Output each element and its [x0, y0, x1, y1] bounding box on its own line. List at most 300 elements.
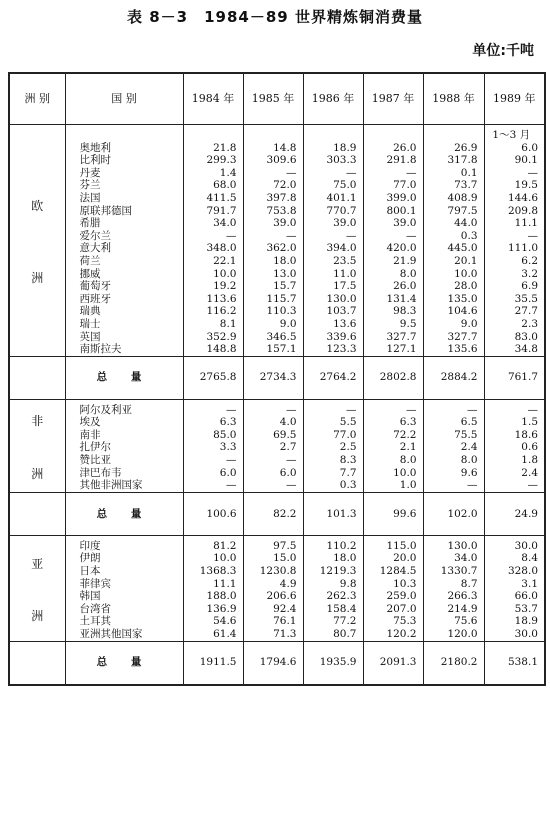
value-cell: 75.3 — [363, 615, 423, 628]
country-cell: 津巴布韦 — [65, 467, 183, 480]
total-label: 总 量 — [65, 356, 183, 399]
country-cell: 韩国 — [65, 590, 183, 603]
total-value: 2764.2 — [303, 356, 363, 399]
value-cell: 8.0 — [363, 268, 423, 281]
total-value: 101.3 — [303, 492, 363, 535]
total-value: 1935.9 — [303, 641, 363, 685]
table-row — [9, 280, 545, 293]
value-cell: 131.4 — [363, 293, 423, 306]
value-cell: 299.3 — [183, 154, 243, 167]
note-1989: 1～3 月 — [484, 125, 545, 142]
value-cell: 394.0 — [303, 242, 363, 255]
continent-label: 亚 — [31, 556, 44, 571]
value-cell: — — [303, 167, 363, 180]
value-cell: 18.0 — [243, 255, 303, 268]
value-cell: 9.6 — [423, 467, 484, 480]
table-row — [9, 565, 545, 578]
value-cell: 408.9 — [423, 192, 484, 205]
value-cell: 27.7 — [484, 305, 545, 318]
total-value: 102.0 — [423, 492, 484, 535]
value-cell: 1.4 — [183, 167, 243, 180]
value-cell: — — [243, 399, 303, 416]
value-cell: 291.8 — [363, 154, 423, 167]
value-cell: 23.5 — [303, 255, 363, 268]
country-cell: 葡萄牙 — [65, 280, 183, 293]
value-cell: 11.1 — [484, 217, 545, 230]
value-cell: 20.0 — [363, 552, 423, 565]
value-cell: 1.0 — [363, 479, 423, 492]
value-cell: 10.0 — [363, 467, 423, 480]
value-cell: 445.0 — [423, 242, 484, 255]
value-cell: — — [423, 399, 484, 416]
country-cell: 法国 — [65, 192, 183, 205]
value-cell: 68.0 — [183, 179, 243, 192]
value-cell: 71.3 — [243, 628, 303, 641]
table-row — [9, 479, 545, 492]
value-cell: 0.3 — [423, 230, 484, 243]
value-cell: 10.0 — [183, 268, 243, 281]
value-cell: 35.5 — [484, 293, 545, 306]
continent-label: 洲 — [31, 466, 44, 481]
country-cell: 挪威 — [65, 268, 183, 281]
value-cell: 130.0 — [423, 535, 484, 552]
value-cell: 2.7 — [243, 441, 303, 454]
header-1989: 1989 年 — [484, 73, 545, 125]
table-row — [9, 192, 545, 205]
value-cell: 328.0 — [484, 565, 545, 578]
table-row — [9, 590, 545, 603]
value-cell: 11.0 — [303, 268, 363, 281]
country-cell: 阿尔及利亚 — [65, 399, 183, 416]
total-value: 761.7 — [484, 356, 545, 399]
value-cell: — — [484, 167, 545, 180]
value-cell: — — [303, 399, 363, 416]
value-cell: 9.8 — [303, 578, 363, 591]
country-cell: 印度 — [65, 535, 183, 552]
table-row — [9, 255, 545, 268]
value-cell: 21.8 — [183, 142, 243, 155]
continent-label: 欧 — [31, 198, 44, 213]
value-cell: 115.0 — [363, 535, 423, 552]
value-cell: 80.7 — [303, 628, 363, 641]
country-cell: 奥地利 — [65, 142, 183, 155]
table-row — [9, 142, 545, 155]
table-row — [9, 441, 545, 454]
value-cell: 13.6 — [303, 318, 363, 331]
value-cell: 61.4 — [183, 628, 243, 641]
value-cell: 9.5 — [363, 318, 423, 331]
total-value: 538.1 — [484, 641, 545, 685]
value-cell: 4.9 — [243, 578, 303, 591]
total-label: 总 量 — [65, 641, 183, 685]
value-cell: 6.0 — [243, 467, 303, 480]
table-row — [9, 167, 545, 180]
value-cell: 317.8 — [423, 154, 484, 167]
value-cell: 104.6 — [423, 305, 484, 318]
value-cell: — — [423, 479, 484, 492]
header-1986: 1986 年 — [303, 73, 363, 125]
value-cell: 39.0 — [303, 217, 363, 230]
country-cell: 菲律宾 — [65, 578, 183, 591]
value-cell: 3.2 — [484, 268, 545, 281]
value-cell: 83.0 — [484, 331, 545, 344]
country-cell: 丹麦 — [65, 167, 183, 180]
value-cell: 1230.8 — [243, 565, 303, 578]
value-cell: 9.0 — [243, 318, 303, 331]
continent-cell — [9, 535, 65, 641]
value-cell: 6.0 — [183, 467, 243, 480]
country-cell: 原联邦德国 — [65, 205, 183, 218]
table-row — [9, 318, 545, 331]
value-cell: 75.5 — [423, 429, 484, 442]
value-cell: 144.6 — [484, 192, 545, 205]
value-cell: 73.7 — [423, 179, 484, 192]
page-title: 表 8－3 1984－89 世界精炼铜消费量 — [127, 8, 423, 26]
value-cell: 362.0 — [243, 242, 303, 255]
table-row — [9, 467, 545, 480]
total-value: 2091.3 — [363, 641, 423, 685]
value-cell: 339.6 — [303, 331, 363, 344]
country-cell: 芬兰 — [65, 179, 183, 192]
value-cell: 9.0 — [423, 318, 484, 331]
value-cell: 8.0 — [363, 454, 423, 467]
value-cell: 135.0 — [423, 293, 484, 306]
table-row — [9, 615, 545, 628]
header-country: 国 别 — [65, 73, 183, 125]
value-cell: 1219.3 — [303, 565, 363, 578]
value-cell: 348.0 — [183, 242, 243, 255]
table-row — [9, 399, 545, 416]
table-row — [9, 154, 545, 167]
continent-label: 洲 — [31, 271, 44, 286]
value-cell: — — [243, 479, 303, 492]
value-cell: 420.0 — [363, 242, 423, 255]
value-cell: 130.0 — [303, 293, 363, 306]
value-cell: 77.2 — [303, 615, 363, 628]
country-cell: 台湾省 — [65, 603, 183, 616]
value-cell: 92.4 — [243, 603, 303, 616]
value-cell: — — [484, 479, 545, 492]
value-cell: 2.4 — [484, 467, 545, 480]
header-row — [9, 73, 545, 125]
value-cell: 20.1 — [423, 255, 484, 268]
value-cell: 103.7 — [303, 305, 363, 318]
country-cell: 亚洲其他国家 — [65, 628, 183, 641]
value-cell: 72.2 — [363, 429, 423, 442]
value-cell: 18.9 — [484, 615, 545, 628]
value-cell: 66.0 — [484, 590, 545, 603]
value-cell: — — [363, 230, 423, 243]
value-cell: 158.4 — [303, 603, 363, 616]
value-cell: 157.1 — [243, 343, 303, 356]
table-row — [9, 230, 545, 243]
table-row — [9, 628, 545, 641]
table-row — [9, 217, 545, 230]
value-cell: 136.9 — [183, 603, 243, 616]
country-cell: 伊朗 — [65, 552, 183, 565]
value-cell: 188.0 — [183, 590, 243, 603]
value-cell: 98.3 — [363, 305, 423, 318]
value-cell: 21.9 — [363, 255, 423, 268]
value-cell: 1368.3 — [183, 565, 243, 578]
value-cell: 209.8 — [484, 205, 545, 218]
value-cell: 266.3 — [423, 590, 484, 603]
country-cell: 荷兰 — [65, 255, 183, 268]
value-cell: 127.1 — [363, 343, 423, 356]
value-cell: 111.0 — [484, 242, 545, 255]
value-cell: 8.7 — [423, 578, 484, 591]
total-value: 2884.2 — [423, 356, 484, 399]
value-cell: 3.1 — [484, 578, 545, 591]
table-row — [9, 416, 545, 429]
value-cell: 110.3 — [243, 305, 303, 318]
value-cell: — — [243, 454, 303, 467]
value-cell: 6.2 — [484, 255, 545, 268]
value-cell: 19.5 — [484, 179, 545, 192]
value-cell: 39.0 — [243, 217, 303, 230]
header-1984: 1984 年 — [183, 73, 243, 125]
value-cell: 401.1 — [303, 192, 363, 205]
value-cell: 123.3 — [303, 343, 363, 356]
table-row — [9, 331, 545, 344]
value-cell: — — [183, 479, 243, 492]
value-cell: 18.0 — [303, 552, 363, 565]
value-cell: — — [363, 167, 423, 180]
value-cell: 26.9 — [423, 142, 484, 155]
value-cell: 206.6 — [243, 590, 303, 603]
value-cell: 0.6 — [484, 441, 545, 454]
value-cell: 148.8 — [183, 343, 243, 356]
value-cell: — — [484, 230, 545, 243]
value-cell: 214.9 — [423, 603, 484, 616]
value-cell: 39.0 — [363, 217, 423, 230]
value-cell: — — [484, 399, 545, 416]
value-cell: — — [303, 230, 363, 243]
value-cell: — — [183, 230, 243, 243]
unit-label: 单位:千吨 — [472, 43, 534, 59]
value-cell: 8.1 — [183, 318, 243, 331]
continent-cell — [9, 125, 65, 357]
country-cell: 其他非洲国家 — [65, 479, 183, 492]
value-cell: 13.0 — [243, 268, 303, 281]
value-cell: 1330.7 — [423, 565, 484, 578]
value-cell: 2.5 — [303, 441, 363, 454]
value-cell: 116.2 — [183, 305, 243, 318]
value-cell: 30.0 — [484, 628, 545, 641]
table-row — [9, 205, 545, 218]
value-cell: 69.5 — [243, 429, 303, 442]
value-cell: 6.3 — [183, 416, 243, 429]
table-row — [9, 242, 545, 255]
value-cell: 352.9 — [183, 331, 243, 344]
value-cell: 75.6 — [423, 615, 484, 628]
value-cell: 800.1 — [363, 205, 423, 218]
value-cell: 11.1 — [183, 578, 243, 591]
value-cell: 8.3 — [303, 454, 363, 467]
value-cell: 26.0 — [363, 280, 423, 293]
value-cell: 0.1 — [423, 167, 484, 180]
value-cell: 2.4 — [423, 441, 484, 454]
value-cell: 10.0 — [423, 268, 484, 281]
country-cell: 西班牙 — [65, 293, 183, 306]
value-cell: 81.2 — [183, 535, 243, 552]
header-continent: 洲 别 — [9, 73, 65, 125]
value-cell: 327.7 — [363, 331, 423, 344]
value-cell: 15.7 — [243, 280, 303, 293]
value-cell: 346.5 — [243, 331, 303, 344]
value-cell: 90.1 — [484, 154, 545, 167]
value-cell: 120.0 — [423, 628, 484, 641]
value-cell: 262.3 — [303, 590, 363, 603]
value-cell: 3.3 — [183, 441, 243, 454]
total-row — [9, 356, 545, 399]
value-cell: 113.6 — [183, 293, 243, 306]
header-1987: 1987 年 — [363, 73, 423, 125]
country-cell: 比利时 — [65, 154, 183, 167]
value-cell: 1.8 — [484, 454, 545, 467]
country-cell: 意大利 — [65, 242, 183, 255]
value-cell: 44.0 — [423, 217, 484, 230]
total-row — [9, 492, 545, 535]
table-row — [9, 603, 545, 616]
continent-label: 非 — [31, 414, 44, 429]
value-cell: 8.4 — [484, 552, 545, 565]
value-cell: 53.7 — [484, 603, 545, 616]
value-cell: 85.0 — [183, 429, 243, 442]
country-cell: 英国 — [65, 331, 183, 344]
value-cell: 22.1 — [183, 255, 243, 268]
value-cell: 77.0 — [303, 429, 363, 442]
table-row — [9, 552, 545, 565]
value-cell: 10.0 — [183, 552, 243, 565]
value-cell: 2.3 — [484, 318, 545, 331]
continent-label: 洲 — [31, 609, 44, 624]
value-cell: 26.0 — [363, 142, 423, 155]
country-cell: 爱尔兰 — [65, 230, 183, 243]
value-cell: — — [183, 454, 243, 467]
total-value: 2734.3 — [243, 356, 303, 399]
value-cell: 10.3 — [363, 578, 423, 591]
country-cell: 希腊 — [65, 217, 183, 230]
value-cell: 7.7 — [303, 467, 363, 480]
value-cell: 97.5 — [243, 535, 303, 552]
value-cell: 18.9 — [303, 142, 363, 155]
value-cell: 303.3 — [303, 154, 363, 167]
value-cell: 6.5 — [423, 416, 484, 429]
note-row — [9, 125, 545, 142]
value-cell: 6.0 — [484, 142, 545, 155]
value-cell: 34.0 — [183, 217, 243, 230]
total-row — [9, 641, 545, 685]
total-value: 1794.6 — [243, 641, 303, 685]
value-cell: 5.5 — [303, 416, 363, 429]
value-cell: 259.0 — [363, 590, 423, 603]
value-cell: 2.1 — [363, 441, 423, 454]
country-cell: 瑞典 — [65, 305, 183, 318]
table-row — [9, 179, 545, 192]
value-cell: 34.0 — [423, 552, 484, 565]
table-row — [9, 535, 545, 552]
value-cell: 34.8 — [484, 343, 545, 356]
value-cell: 791.7 — [183, 205, 243, 218]
value-cell: 14.8 — [243, 142, 303, 155]
value-cell: 797.5 — [423, 205, 484, 218]
table-row — [9, 454, 545, 467]
table-row — [9, 268, 545, 281]
value-cell: 72.0 — [243, 179, 303, 192]
header-1988: 1988 年 — [423, 73, 484, 125]
value-cell: 76.1 — [243, 615, 303, 628]
country-cell: 扎伊尔 — [65, 441, 183, 454]
value-cell: 309.6 — [243, 154, 303, 167]
total-value: 99.6 — [363, 492, 423, 535]
value-cell: 0.3 — [303, 479, 363, 492]
value-cell: 110.2 — [303, 535, 363, 552]
country-cell: 土耳其 — [65, 615, 183, 628]
value-cell: 15.0 — [243, 552, 303, 565]
country-cell: 瑞士 — [65, 318, 183, 331]
value-cell: 399.0 — [363, 192, 423, 205]
value-cell: 8.0 — [423, 454, 484, 467]
total-value: 2765.8 — [183, 356, 243, 399]
country-cell: 日本 — [65, 565, 183, 578]
country-cell: 赞比亚 — [65, 454, 183, 467]
value-cell: 18.6 — [484, 429, 545, 442]
value-cell: 54.6 — [183, 615, 243, 628]
total-value: 2180.2 — [423, 641, 484, 685]
total-value: 24.9 — [484, 492, 545, 535]
value-cell: 115.7 — [243, 293, 303, 306]
total-value: 82.2 — [243, 492, 303, 535]
country-cell: 南斯拉夫 — [65, 343, 183, 356]
value-cell: — — [243, 167, 303, 180]
value-cell: 19.2 — [183, 280, 243, 293]
value-cell: 411.5 — [183, 192, 243, 205]
value-cell: 75.0 — [303, 179, 363, 192]
value-cell: — — [183, 399, 243, 416]
country-cell: 南非 — [65, 429, 183, 442]
value-cell: 4.0 — [243, 416, 303, 429]
total-value: 100.6 — [183, 492, 243, 535]
total-value: 2802.8 — [363, 356, 423, 399]
table-row — [9, 343, 545, 356]
value-cell: 135.6 — [423, 343, 484, 356]
table-row — [9, 293, 545, 306]
value-cell: 77.0 — [363, 179, 423, 192]
value-cell: — — [243, 230, 303, 243]
value-cell: 28.0 — [423, 280, 484, 293]
header-1985: 1985 年 — [243, 73, 303, 125]
value-cell: 30.0 — [484, 535, 545, 552]
value-cell: 6.3 — [363, 416, 423, 429]
value-cell: 753.8 — [243, 205, 303, 218]
value-cell: 327.7 — [423, 331, 484, 344]
value-cell: 397.8 — [243, 192, 303, 205]
copper-consumption-table — [8, 72, 546, 686]
table-row — [9, 578, 545, 591]
value-cell: 6.9 — [484, 280, 545, 293]
table-row — [9, 305, 545, 318]
total-value: 1911.5 — [183, 641, 243, 685]
value-cell: 17.5 — [303, 280, 363, 293]
table-row — [9, 429, 545, 442]
value-cell: 207.0 — [363, 603, 423, 616]
total-label: 总 量 — [65, 492, 183, 535]
value-cell: — — [363, 399, 423, 416]
value-cell: 120.2 — [363, 628, 423, 641]
country-cell: 埃及 — [65, 416, 183, 429]
value-cell: 770.7 — [303, 205, 363, 218]
